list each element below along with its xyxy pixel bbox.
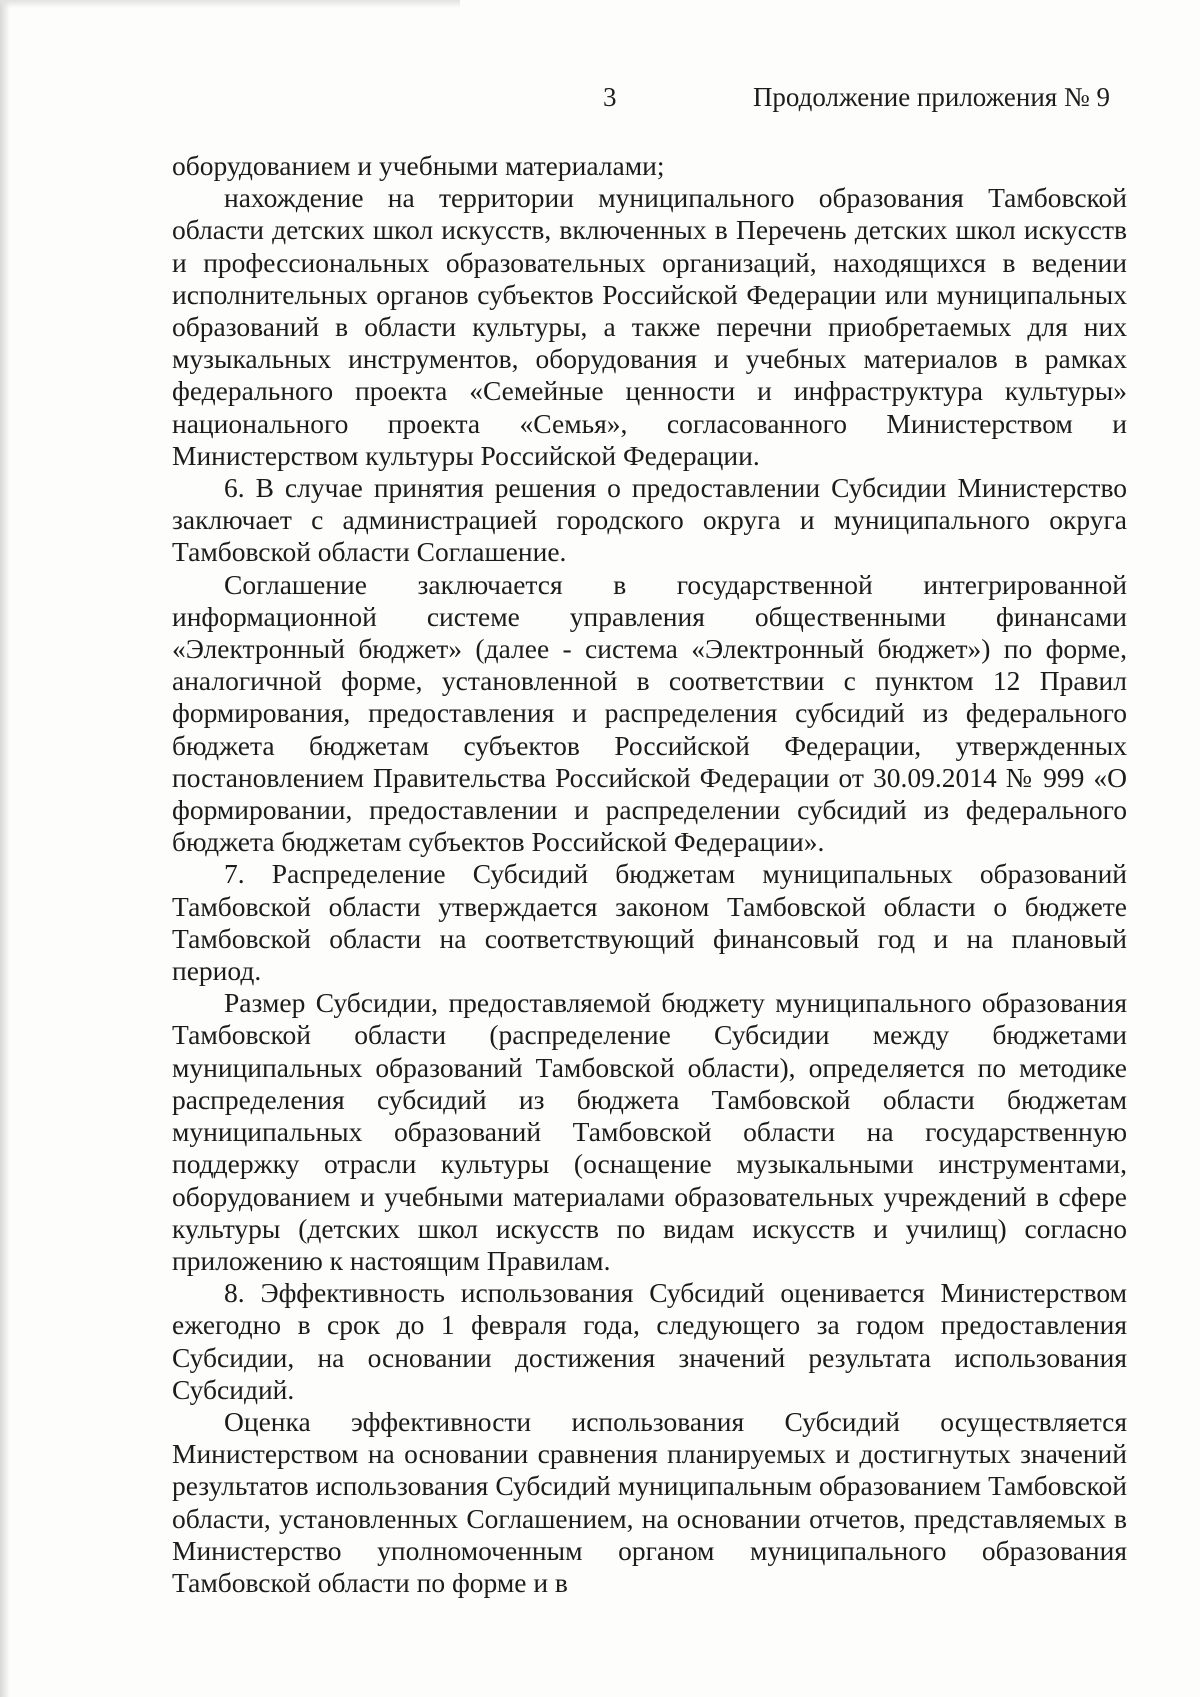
appendix-continuation-label: Продолжение приложения № 9 [752, 82, 1110, 112]
paragraph-efficiency-assessment: Оценка эффективности использования Субсидий осуществляется Министерством на основании сравнения планируемых и достигнутых значений результатов использования Субсидий муниципальным образованием Тамбовской области, установленных Соглашением, на основании отчетов, представляемых в Министерство уполномоченным органом муниципального образования Тамбовской области по форме и в [172, 1405, 1127, 1598]
paragraph-agreement: Соглашение заключается в государственной интегрированной информационной системе управления общественными финансами «Электронный бюджет» (далее - система «Электронный бюджет») по форме, аналогичной форме, установленной в соответствии с пунктом 12 Правил формирования, предоставления и распределения субсидий из федерального бюджета бюджетам субъектов Российской Федерации, утвержденных постановлением Правительства Российской Федерации от 30.09.2014 № 999 «О формировании, предоставлении и распределении субсидий из федерального бюджета бюджетам субъектов Российской Федерации». [172, 568, 1127, 858]
document-body [172, 150, 1127, 1599]
paragraph-school-location: нахождение на территории муниципального образования Тамбовской области детских школ искусств, включенных в Перечень детских школ искусств и профессиональных образовательных организаций, находящихся в ведении исполнительных органов субъектов Российской Федерации или муниципальных образований в области культуры, а также перечни приобретаемых для них музыкальных инструментов, оборудования и учебных материалов в рамках федерального проекта «Семейные ценности и инфраструктура культуры» национального проекта «Семья», согласованного Министерством и Министерством культуры Российской Федерации. [172, 182, 1127, 471]
scan-shadow-left [0, 0, 10, 1697]
page-number: 3 [603, 82, 617, 112]
paragraph-continued: оборудованием и учебными материалами; [172, 150, 665, 181]
paragraph-subsidy-size: Размер Субсидии, предоставляемой бюджету муниципального образования Тамбовской области (распределение Субсидии между бюджетами муниципальных образований Тамбовской области), определяется по методике распределения субсидий из бюджета Тамбовской области бюджетам муниципальных образований Тамбовской области на государственную поддержку отрасли культуры (оснащение музыкальными инструментами, оборудованием и учебными материалами образовательных учреждений в сфере культуры (детских школ искусств по видам искусств и училищ) согласно приложению к настоящим Правилам. [172, 987, 1127, 1276]
scan-shadow-top [0, 0, 460, 8]
paragraph-clause-6: 6. В случае принятия решения о предоставлении Субсидии Министерство заключает с администрацией городского округа и муниципального округа Тамбовской области Соглашение. [172, 472, 1127, 568]
page-header [0, 82, 1200, 122]
paragraph-clause-8: 8. Эффективность использования Субсидий оценивается Министерством ежегодно в срок до 1 февраля года, следующего за годом предоставления Субсидии, на основании достижения значений результата использования Субсидий. [172, 1277, 1127, 1405]
paragraph-clause-7: 7. Распределение Субсидий бюджетам муниципальных образований Тамбовской области утверждается законом Тамбовской области о бюджете Тамбовской области на соответствующий финансовый год и на плановый период. [172, 858, 1127, 987]
